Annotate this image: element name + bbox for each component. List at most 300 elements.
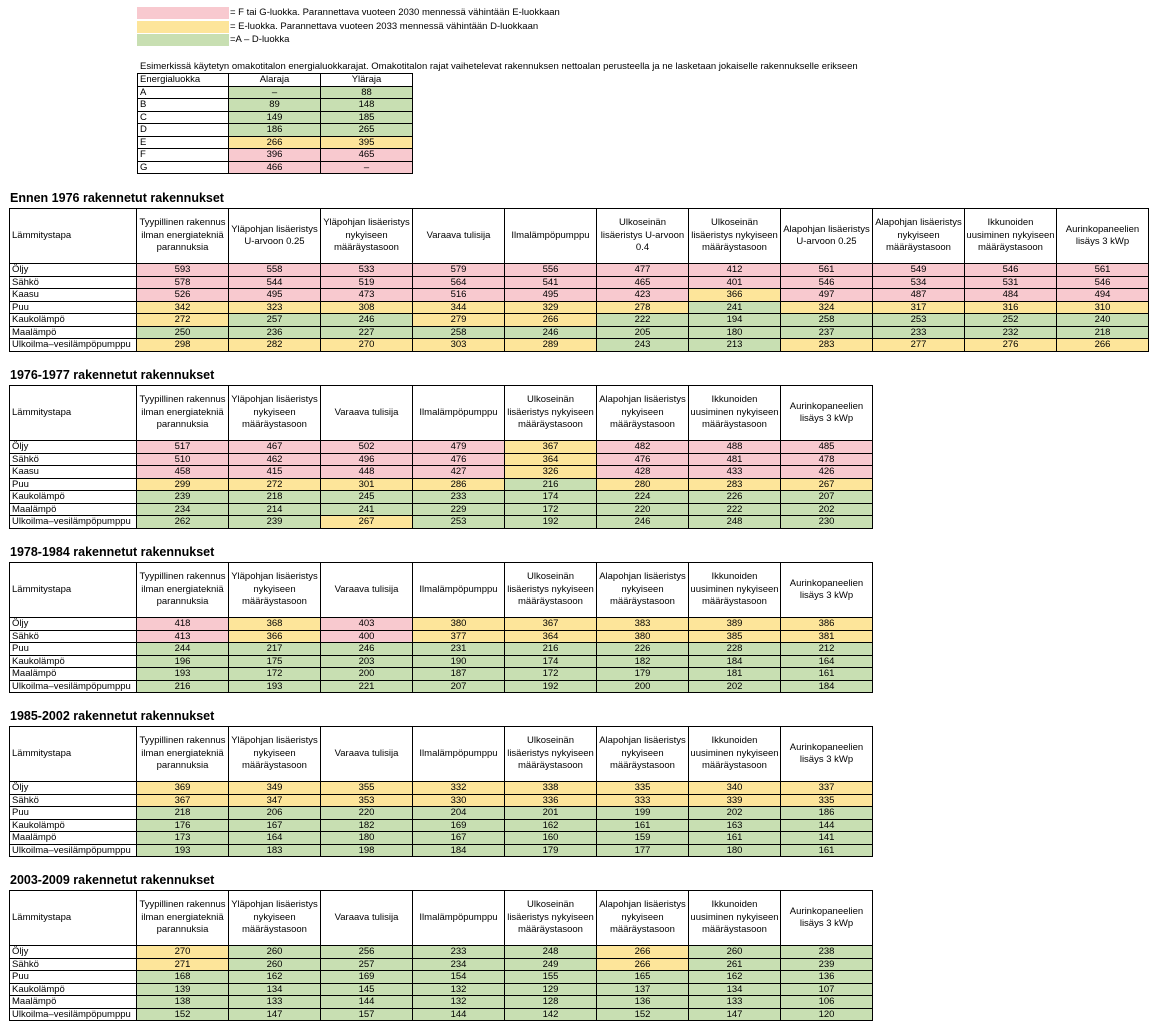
table-header-row xyxy=(10,209,1149,264)
table-row xyxy=(10,618,873,631)
value-cell: 193 xyxy=(137,668,229,681)
value-cell: 478 xyxy=(781,453,873,466)
value-cell: 266 xyxy=(597,958,689,971)
value-cell: 253 xyxy=(873,314,965,327)
value-cell: 347 xyxy=(229,794,321,807)
value-cell: 533 xyxy=(321,264,413,277)
value-cell: 107 xyxy=(781,983,873,996)
heating-method-label: Kaukolämpö xyxy=(10,491,137,504)
value-cell: 157 xyxy=(321,1008,413,1021)
value-cell: 495 xyxy=(229,289,321,302)
value-cell: 260 xyxy=(689,946,781,959)
value-cell: 266 xyxy=(505,314,597,327)
table-row xyxy=(10,339,1149,352)
value-cell: 277 xyxy=(873,339,965,352)
value-cell: 207 xyxy=(781,491,873,504)
section-title: 2003-2009 rakennetut rakennukset xyxy=(10,873,215,887)
value-cell: 216 xyxy=(137,680,229,693)
value-cell: 142 xyxy=(505,1008,597,1021)
column-header: Tyypillinen rakennus ilman energiatekniä parannuksia xyxy=(137,209,229,264)
value-cell: 249 xyxy=(505,958,597,971)
value-cell: 161 xyxy=(597,819,689,832)
value-cell: 201 xyxy=(505,807,597,820)
value-cell: 192 xyxy=(505,680,597,693)
table-row xyxy=(138,111,413,124)
lower-limit-cell: 266 xyxy=(229,136,321,149)
value-cell: 317 xyxy=(873,301,965,314)
value-cell: 182 xyxy=(321,819,413,832)
column-header: Lämmitystapa xyxy=(10,386,137,441)
value-cell: 184 xyxy=(689,655,781,668)
column-header: Lämmitystapa xyxy=(10,209,137,264)
value-cell: 301 xyxy=(321,478,413,491)
value-cell: 228 xyxy=(689,643,781,656)
value-cell: 144 xyxy=(413,1008,505,1021)
value-cell: 147 xyxy=(689,1008,781,1021)
value-cell: 428 xyxy=(597,466,689,479)
value-cell: 260 xyxy=(229,958,321,971)
value-cell: 236 xyxy=(229,326,321,339)
value-cell: 385 xyxy=(689,630,781,643)
table-row xyxy=(10,516,873,529)
column-header: Ulkoseinän lisäeristys nykyiseen määräystasoon xyxy=(689,209,781,264)
value-cell: 541 xyxy=(505,276,597,289)
table-row xyxy=(10,1008,873,1021)
value-cell: 342 xyxy=(137,301,229,314)
value-cell: 593 xyxy=(137,264,229,277)
heating-method-label: Puu xyxy=(10,478,137,491)
value-cell: 163 xyxy=(689,819,781,832)
column-header: Aurinkopaneelien lisäys 3 kWp xyxy=(781,727,873,782)
value-cell: 161 xyxy=(689,832,781,845)
consumption-table xyxy=(9,890,873,1021)
value-cell: 462 xyxy=(229,453,321,466)
table-row xyxy=(138,136,413,149)
column-header: Tyypillinen rakennus ilman energiatekniä parannuksia xyxy=(137,563,229,618)
value-cell: 481 xyxy=(689,453,781,466)
value-cell: 226 xyxy=(597,643,689,656)
value-cell: 561 xyxy=(1057,264,1149,277)
value-cell: 364 xyxy=(505,453,597,466)
value-cell: 165 xyxy=(597,971,689,984)
consumption-table xyxy=(9,385,873,529)
table-row xyxy=(10,958,873,971)
value-cell: 200 xyxy=(597,680,689,693)
table-row xyxy=(10,289,1149,302)
value-cell: 377 xyxy=(413,630,505,643)
value-cell: 270 xyxy=(321,339,413,352)
value-cell: 136 xyxy=(781,971,873,984)
value-cell: 546 xyxy=(965,264,1057,277)
value-cell: 218 xyxy=(229,491,321,504)
value-cell: 229 xyxy=(413,503,505,516)
table-row xyxy=(10,326,1149,339)
value-cell: 241 xyxy=(321,503,413,516)
value-cell: 326 xyxy=(505,466,597,479)
value-cell: 253 xyxy=(413,516,505,529)
value-cell: 403 xyxy=(321,618,413,631)
table-row xyxy=(10,630,873,643)
value-cell: 220 xyxy=(597,503,689,516)
legend-text: =A – D-luokka xyxy=(230,34,290,45)
value-cell: 323 xyxy=(229,301,321,314)
value-cell: 303 xyxy=(413,339,505,352)
value-cell: 198 xyxy=(321,844,413,857)
value-cell: 164 xyxy=(229,832,321,845)
value-cell: 278 xyxy=(597,301,689,314)
table-header-row xyxy=(10,386,873,441)
value-cell: 368 xyxy=(229,618,321,631)
value-cell: 222 xyxy=(597,314,689,327)
value-cell: 412 xyxy=(689,264,781,277)
value-cell: 415 xyxy=(229,466,321,479)
value-cell: 256 xyxy=(321,946,413,959)
heating-method-label: Maalämpö xyxy=(10,503,137,516)
heating-method-label: Sähkö xyxy=(10,958,137,971)
energy-class-label: D xyxy=(138,124,229,137)
column-header: Alapohjan lisäeristys nykyiseen määräystasoon xyxy=(597,386,689,441)
value-cell: 159 xyxy=(597,832,689,845)
value-cell: 216 xyxy=(505,478,597,491)
energy-class-table xyxy=(137,73,413,174)
value-cell: 164 xyxy=(781,655,873,668)
value-cell: 333 xyxy=(597,794,689,807)
value-cell: 578 xyxy=(137,276,229,289)
value-cell: 240 xyxy=(1057,314,1149,327)
heating-method-label: Sähkö xyxy=(10,794,137,807)
value-cell: 218 xyxy=(137,807,229,820)
value-cell: 155 xyxy=(505,971,597,984)
value-cell: 427 xyxy=(413,466,505,479)
table-header-row xyxy=(10,563,873,618)
value-cell: 179 xyxy=(597,668,689,681)
value-cell: 549 xyxy=(873,264,965,277)
value-cell: 161 xyxy=(781,844,873,857)
heating-method-label: Öljy xyxy=(10,946,137,959)
table-row xyxy=(138,124,413,137)
value-cell: 175 xyxy=(229,655,321,668)
heating-method-label: Ulkoilma–vesilämpöpumppu xyxy=(10,680,137,693)
energy-class-label: E xyxy=(138,136,229,149)
legend-text: = F tai G-luokka. Parannettava vuoteen 2030 mennessä vähintään E-luokkaan xyxy=(230,7,560,18)
heating-method-label: Kaukolämpö xyxy=(10,314,137,327)
table-row xyxy=(10,466,873,479)
value-cell: 160 xyxy=(505,832,597,845)
value-cell: 192 xyxy=(505,516,597,529)
table-row xyxy=(10,655,873,668)
value-cell: 487 xyxy=(873,289,965,302)
table-row xyxy=(10,807,873,820)
value-cell: 134 xyxy=(229,983,321,996)
upper-limit-cell: 265 xyxy=(321,124,413,137)
value-cell: 400 xyxy=(321,630,413,643)
lower-limit-cell: 149 xyxy=(229,111,321,124)
value-cell: 213 xyxy=(689,339,781,352)
value-cell: 289 xyxy=(505,339,597,352)
value-cell: 169 xyxy=(321,971,413,984)
heating-method-label: Ulkoilma–vesilämpöpumppu xyxy=(10,844,137,857)
value-cell: 510 xyxy=(137,453,229,466)
value-cell: 332 xyxy=(413,782,505,795)
value-cell: 234 xyxy=(413,958,505,971)
value-cell: 184 xyxy=(413,844,505,857)
value-cell: 139 xyxy=(137,983,229,996)
energy-class-label: B xyxy=(138,99,229,112)
value-cell: 364 xyxy=(505,630,597,643)
column-header: Yläpohjan lisäeristys nykyiseen määräystasoon xyxy=(229,727,321,782)
consumption-table xyxy=(9,726,873,857)
value-cell: 177 xyxy=(597,844,689,857)
value-cell: 196 xyxy=(137,655,229,668)
value-cell: 367 xyxy=(505,441,597,454)
value-cell: 546 xyxy=(1057,276,1149,289)
table-header-row xyxy=(10,891,873,946)
table-header-row xyxy=(138,74,413,87)
value-cell: 221 xyxy=(321,680,413,693)
column-header: Alapohjan lisäeristys U-arvoon 0.25 xyxy=(781,209,873,264)
column-header: Tyypillinen rakennus ilman energiatekniä parannuksia xyxy=(137,386,229,441)
table-row xyxy=(10,983,873,996)
value-cell: 516 xyxy=(413,289,505,302)
value-cell: 120 xyxy=(781,1008,873,1021)
section-title: 1978-1984 rakennetut rakennukset xyxy=(10,545,215,559)
heating-method-label: Sähkö xyxy=(10,630,137,643)
value-cell: 224 xyxy=(597,491,689,504)
column-header: Lämmitystapa xyxy=(10,727,137,782)
value-cell: 172 xyxy=(505,668,597,681)
value-cell: 380 xyxy=(597,630,689,643)
table-row xyxy=(10,301,1149,314)
legend-swatch-yellow xyxy=(137,21,229,33)
value-cell: 222 xyxy=(689,503,781,516)
value-cell: 234 xyxy=(137,503,229,516)
value-cell: 502 xyxy=(321,441,413,454)
lower-limit-cell: 466 xyxy=(229,161,321,174)
value-cell: 137 xyxy=(597,983,689,996)
column-header: Aurinkopaneelien lisäys 3 kWp xyxy=(1057,209,1149,264)
value-cell: 186 xyxy=(781,807,873,820)
value-cell: 497 xyxy=(781,289,873,302)
column-header: Tyypillinen rakennus ilman energiatekniä parannuksia xyxy=(137,891,229,946)
value-cell: 162 xyxy=(505,819,597,832)
lower-limit-cell: 89 xyxy=(229,99,321,112)
value-cell: 180 xyxy=(689,326,781,339)
value-cell: 261 xyxy=(689,958,781,971)
heating-method-label: Öljy xyxy=(10,618,137,631)
value-cell: 386 xyxy=(781,618,873,631)
value-cell: 245 xyxy=(321,491,413,504)
value-cell: 233 xyxy=(413,491,505,504)
heating-method-label: Öljy xyxy=(10,441,137,454)
value-cell: 494 xyxy=(1057,289,1149,302)
value-cell: 231 xyxy=(413,643,505,656)
value-cell: 214 xyxy=(229,503,321,516)
column-header: Yläpohjan lisäeristys nykyiseen määräystasoon xyxy=(229,563,321,618)
value-cell: 246 xyxy=(321,314,413,327)
value-cell: 152 xyxy=(137,1008,229,1021)
value-cell: 479 xyxy=(413,441,505,454)
table-row xyxy=(10,643,873,656)
column-header: Alapohjan lisäeristys nykyiseen määräystasoon xyxy=(597,891,689,946)
heating-method-label: Kaukolämpö xyxy=(10,983,137,996)
upper-limit-cell: 465 xyxy=(321,149,413,162)
lower-limit-cell: – xyxy=(229,86,321,99)
value-cell: 145 xyxy=(321,983,413,996)
column-header: Yläraja xyxy=(321,74,413,87)
legend-text: = E-luokka. Parannettava vuoteen 2033 mennessä vähintään D-luokkaan xyxy=(230,21,539,32)
column-header: Aurinkopaneelien lisäys 3 kWp xyxy=(781,386,873,441)
heating-method-label: Maalämpö xyxy=(10,996,137,1009)
section-title: 1985-2002 rakennetut rakennukset xyxy=(10,709,215,723)
value-cell: 272 xyxy=(137,314,229,327)
value-cell: 458 xyxy=(137,466,229,479)
value-cell: 193 xyxy=(137,844,229,857)
upper-limit-cell: 148 xyxy=(321,99,413,112)
value-cell: 216 xyxy=(505,643,597,656)
column-header: Ikkunoiden uusiminen nykyiseen määräystasoon xyxy=(965,209,1057,264)
value-cell: 174 xyxy=(505,491,597,504)
value-cell: 260 xyxy=(229,946,321,959)
value-cell: 239 xyxy=(229,516,321,529)
value-cell: 181 xyxy=(689,668,781,681)
table-row xyxy=(10,441,873,454)
value-cell: 367 xyxy=(137,794,229,807)
value-cell: 340 xyxy=(689,782,781,795)
value-cell: 257 xyxy=(229,314,321,327)
value-cell: 169 xyxy=(413,819,505,832)
value-cell: 233 xyxy=(873,326,965,339)
column-header: Lämmitystapa xyxy=(10,563,137,618)
column-header: Tyypillinen rakennus ilman energiatekniä parannuksia xyxy=(137,727,229,782)
column-header: Ikkunoiden uusiminen nykyiseen määräystasoon xyxy=(689,891,781,946)
column-header: Energialuokka xyxy=(138,74,229,87)
value-cell: 558 xyxy=(229,264,321,277)
value-cell: 133 xyxy=(689,996,781,1009)
value-cell: 180 xyxy=(689,844,781,857)
energy-class-label: G xyxy=(138,161,229,174)
value-cell: 232 xyxy=(965,326,1057,339)
value-cell: 202 xyxy=(689,680,781,693)
value-cell: 561 xyxy=(781,264,873,277)
value-cell: 174 xyxy=(505,655,597,668)
value-cell: 266 xyxy=(597,946,689,959)
value-cell: 238 xyxy=(781,946,873,959)
value-cell: 329 xyxy=(505,301,597,314)
table-row xyxy=(10,680,873,693)
value-cell: 200 xyxy=(321,668,413,681)
value-cell: 144 xyxy=(321,996,413,1009)
heating-method-label: Kaukolämpö xyxy=(10,819,137,832)
energy-class-label: A xyxy=(138,86,229,99)
value-cell: 484 xyxy=(965,289,1057,302)
column-header: Ulkoseinän lisäeristys U-arvoon 0.4 xyxy=(597,209,689,264)
value-cell: 250 xyxy=(137,326,229,339)
table-row xyxy=(10,946,873,959)
heating-method-label: Sähkö xyxy=(10,453,137,466)
column-header: Varaava tulisija xyxy=(321,727,413,782)
value-cell: 258 xyxy=(781,314,873,327)
value-cell: 282 xyxy=(229,339,321,352)
value-cell: 280 xyxy=(597,478,689,491)
value-cell: 199 xyxy=(597,807,689,820)
value-cell: 556 xyxy=(505,264,597,277)
value-cell: 187 xyxy=(413,668,505,681)
table-row xyxy=(138,161,413,174)
table-row xyxy=(10,276,1149,289)
value-cell: 132 xyxy=(413,983,505,996)
heating-method-label: Maalämpö xyxy=(10,326,137,339)
value-cell: 276 xyxy=(965,339,1057,352)
value-cell: 579 xyxy=(413,264,505,277)
value-cell: 217 xyxy=(229,643,321,656)
value-cell: 207 xyxy=(413,680,505,693)
legend-swatch-red xyxy=(137,7,229,19)
column-header: Varaava tulisija xyxy=(321,563,413,618)
value-cell: 298 xyxy=(137,339,229,352)
heating-method-label: Puu xyxy=(10,807,137,820)
value-cell: 243 xyxy=(597,339,689,352)
value-cell: 519 xyxy=(321,276,413,289)
value-cell: 349 xyxy=(229,782,321,795)
value-cell: 206 xyxy=(229,807,321,820)
heating-method-label: Sähkö xyxy=(10,276,137,289)
value-cell: 132 xyxy=(413,996,505,1009)
value-cell: 193 xyxy=(229,680,321,693)
value-cell: 477 xyxy=(597,264,689,277)
value-cell: 338 xyxy=(505,782,597,795)
value-cell: 383 xyxy=(597,618,689,631)
value-cell: 167 xyxy=(413,832,505,845)
heating-method-label: Puu xyxy=(10,643,137,656)
heating-method-label: Kaasu xyxy=(10,289,137,302)
table-row xyxy=(10,996,873,1009)
energy-class-label: C xyxy=(138,111,229,124)
value-cell: 473 xyxy=(321,289,413,302)
value-cell: 336 xyxy=(505,794,597,807)
table-row xyxy=(138,149,413,162)
heating-method-label: Ulkoilma–vesilämpöpumppu xyxy=(10,1008,137,1021)
column-header: Yläpohjan lisäeristys nykyiseen määräystasoon xyxy=(229,386,321,441)
section-title: 1976-1977 rakennetut rakennukset xyxy=(10,368,215,382)
value-cell: 381 xyxy=(781,630,873,643)
value-cell: 495 xyxy=(505,289,597,302)
value-cell: 476 xyxy=(413,453,505,466)
value-cell: 172 xyxy=(505,503,597,516)
value-cell: 283 xyxy=(781,339,873,352)
value-cell: 205 xyxy=(597,326,689,339)
column-header: Alapohjan lisäeristys nykyiseen määräystasoon xyxy=(597,563,689,618)
energy-class-label: F xyxy=(138,149,229,162)
value-cell: 168 xyxy=(137,971,229,984)
value-cell: 246 xyxy=(505,326,597,339)
value-cell: 355 xyxy=(321,782,413,795)
table-row xyxy=(10,314,1149,327)
value-cell: 106 xyxy=(781,996,873,1009)
value-cell: 266 xyxy=(1057,339,1149,352)
heating-method-label: Puu xyxy=(10,301,137,314)
column-header: Alapohjan lisäeristys nykyiseen määräystasoon xyxy=(873,209,965,264)
value-cell: 134 xyxy=(689,983,781,996)
column-header: Yläpohjan lisäeristys nykyiseen määräystasoon xyxy=(229,891,321,946)
value-cell: 308 xyxy=(321,301,413,314)
legend-swatch-green xyxy=(137,34,229,46)
value-cell: 330 xyxy=(413,794,505,807)
column-header: Ikkunoiden uusiminen nykyiseen määräystasoon xyxy=(689,386,781,441)
value-cell: 194 xyxy=(689,314,781,327)
value-cell: 526 xyxy=(137,289,229,302)
value-cell: 182 xyxy=(597,655,689,668)
consumption-table xyxy=(9,562,873,693)
